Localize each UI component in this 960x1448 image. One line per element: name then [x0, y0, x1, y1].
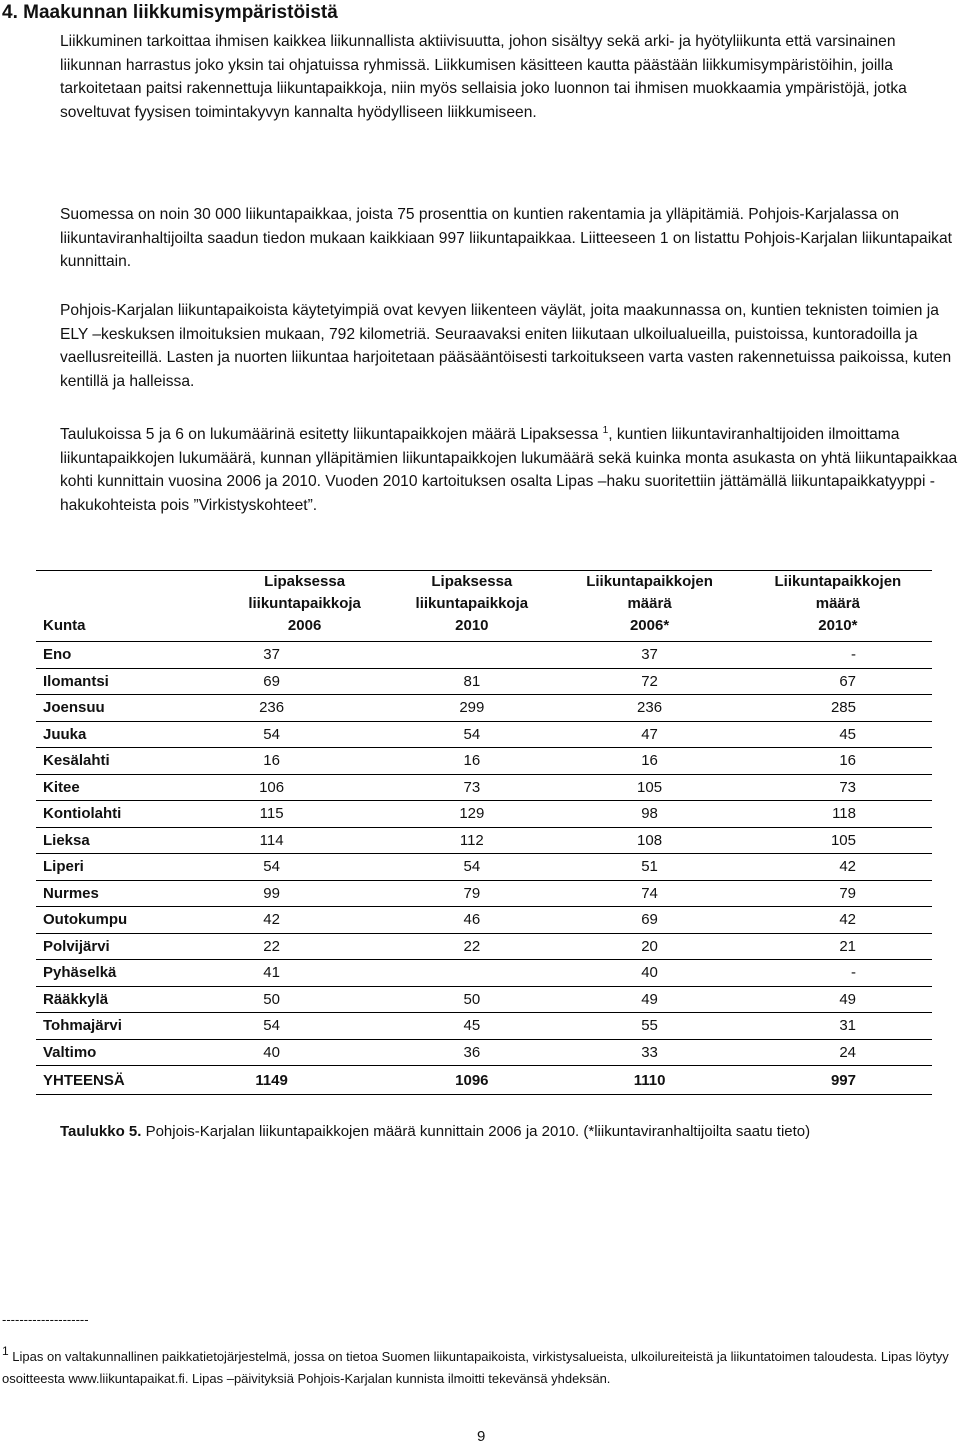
municipality-cell: Outokumpu: [36, 907, 221, 934]
municipality-cell: Nurmes: [36, 880, 221, 907]
paragraph-taulukot: [60, 419, 960, 517]
count-cell: 47: [555, 721, 743, 748]
count-cell: 54: [388, 721, 555, 748]
count-cell: 54: [388, 854, 555, 881]
count-cell: 1110: [555, 1066, 743, 1095]
count-cell: 106: [221, 774, 388, 801]
count-cell: 21: [744, 933, 932, 960]
header-lipas-2010: [388, 571, 555, 642]
count-cell: 46: [388, 907, 555, 934]
header-line: liikuntapaikkoja: [415, 595, 529, 612]
liikuntapaikat-table: [36, 570, 932, 1095]
count-cell: 40: [221, 1039, 388, 1066]
table-row: [36, 695, 932, 722]
header-kunta: [36, 571, 221, 642]
count-cell: 236: [221, 695, 388, 722]
header-lipas-2006: [221, 571, 388, 642]
count-cell: -: [744, 642, 932, 669]
count-cell: 50: [221, 986, 388, 1013]
count-cell: 99: [221, 880, 388, 907]
count-cell: 16: [744, 748, 932, 775]
count-cell: 73: [744, 774, 932, 801]
count-cell: 37: [221, 642, 388, 669]
count-cell: 40: [555, 960, 743, 987]
municipality-cell: Kesälahti: [36, 748, 221, 775]
caption-label: Taulukko 5.: [60, 1123, 142, 1140]
count-cell: 118: [744, 801, 932, 828]
count-cell: 50: [388, 986, 555, 1013]
count-cell: 115: [221, 801, 388, 828]
header-line: Kunta: [43, 617, 86, 634]
municipality-cell: Lieksa: [36, 827, 221, 854]
count-cell: 45: [388, 1013, 555, 1040]
footnote-marker: 1: [2, 1344, 9, 1358]
footnote-ref[interactable]: 1: [602, 425, 609, 436]
count-cell: 81: [388, 668, 555, 695]
paragraph-liikuntapaikat-count: Suomessa on noin 30 000 liikuntapaikkaa, joista 75 prosenttia on kuntien rakentamia ja ylläpitämiä. Pohjois-Karjalassa on liikuntaviranhaltijoilta saadun tiedon mukaan kaikkiaan 997 liikuntapaikkaa. Liitteeseen 1 on listattu Pohjois-Karjalan liikuntapaikat kunnittain.: [60, 206, 952, 270]
count-cell: -: [744, 960, 932, 987]
count-cell: 54: [221, 854, 388, 881]
table-total-row: [36, 1066, 932, 1095]
count-cell: 33: [555, 1039, 743, 1066]
footnote-text: Lipas on valtakunnallinen paikkatietojärjestelmä, jossa on tietoa Suomen liikuntapaikoista, virkistysalueista, ulkoilureiteistä ja liikuntatoimen taloudesta. Lipas löytyy osoitteesta www.liikuntapaikat.fi. Lipas –päivityksiä Pohjois-Karjalan kunnista ilmoitti tekevänsä yhdeksän.: [2, 1349, 949, 1386]
count-cell: 98: [555, 801, 743, 828]
header-line: määrä: [627, 595, 672, 612]
table-row: [36, 668, 932, 695]
count-cell: 16: [388, 748, 555, 775]
table-row: [36, 1013, 932, 1040]
count-cell: 997: [744, 1066, 932, 1095]
header-line: Liikuntapaikkojen: [586, 573, 713, 590]
header-line: Liikuntapaikkojen: [774, 573, 902, 590]
table-header-row: [36, 571, 932, 642]
paragraph-most-used: Pohjois-Karjalan liikuntapaikoista käytetyimpiä ovat kevyen liikenteen väylät, joita maakunnassa on, kuntien teknisten toimien ja ELY –keskuksen ilmoituksien mukaan, 792 kilometriä. Seuraavaksi eniten liikutaan ulkoilualueilla, puistoissa, kuntoradoilla ja vaellusreiteillä. Lasten ja nuorten liikuntaa harjoitetaan pääsääntöisesti tarkoitukseen varta vasten rakennetuissa paikoissa, kuten kentillä ja halleissa.: [60, 302, 952, 390]
count-cell: 79: [388, 880, 555, 907]
count-cell: 1149: [221, 1066, 388, 1095]
count-cell: 49: [744, 986, 932, 1013]
table-row: [36, 748, 932, 775]
count-cell: 24: [744, 1039, 932, 1066]
count-cell: 69: [555, 907, 743, 934]
count-cell: 31: [744, 1013, 932, 1040]
count-cell: 51: [555, 854, 743, 881]
count-cell: 41: [221, 960, 388, 987]
table-row: [36, 907, 932, 934]
municipality-cell: Pyhäselkä: [36, 960, 221, 987]
paragraph-liikkuminen: Liikkuminen tarkoittaa ihmisen kaikkea liikunnallista aktiivisuutta, johon sisältyy sekä arki- ja hyötyliikunta että varsinainen liikunnan harrastus joko yksin tai ohjatuissa ryhmissä. Liikkumisen käsitteen kautta päästään liikkumisympäristöihin, joilla tarkoitetaan paitsi rakennettuja liikuntapaikkoja, niin myös sellaisia joko luonnon tai ihmisen muokkaamia ympäristöjä, jotka soveltuvat fyysisen toimintakyvyn kannalta hyödylliseen liikkumiseen.: [60, 33, 907, 121]
table-row: [36, 1039, 932, 1066]
municipality-cell: YHTEENSÄ: [36, 1066, 221, 1095]
municipality-cell: Valtimo: [36, 1039, 221, 1066]
municipality-cell: Ilomantsi: [36, 668, 221, 695]
municipality-cell: Kitee: [36, 774, 221, 801]
header-line: Lipaksessa: [431, 573, 513, 590]
count-cell: 54: [221, 1013, 388, 1040]
municipality-cell: Liperi: [36, 854, 221, 881]
count-cell: 285: [744, 695, 932, 722]
header-line: 2010: [455, 617, 489, 634]
table-row: [36, 854, 932, 881]
count-cell: 16: [221, 748, 388, 775]
count-cell: 114: [221, 827, 388, 854]
count-cell: 105: [744, 827, 932, 854]
header-line: 2006: [287, 617, 322, 634]
count-cell: 54: [221, 721, 388, 748]
caption-text: Pohjois-Karjalan liikuntapaikkojen määrä kunnittain 2006 ja 2010. (*liikuntaviranhaltijoilta saatu tieto): [141, 1123, 811, 1140]
count-cell: 55: [555, 1013, 743, 1040]
count-cell: 42: [221, 907, 388, 934]
municipality-cell: Kontiolahti: [36, 801, 221, 828]
count-cell: [388, 960, 555, 987]
table-row: [36, 642, 932, 669]
count-cell: 236: [555, 695, 743, 722]
footnote-separator: --------------------: [2, 1312, 89, 1327]
table-row: [36, 960, 932, 987]
municipality-cell: Joensuu: [36, 695, 221, 722]
table-row: [36, 801, 932, 828]
table-row: [36, 721, 932, 748]
municipality-cell: Juuka: [36, 721, 221, 748]
header-maara-2010: [744, 571, 932, 642]
header-line: liikuntapaikkoja: [248, 595, 361, 612]
count-cell: 22: [221, 933, 388, 960]
municipality-cell: Eno: [36, 642, 221, 669]
table-row: [36, 827, 932, 854]
count-cell: 69: [221, 668, 388, 695]
count-cell: [388, 642, 555, 669]
table-row: [36, 880, 932, 907]
count-cell: 73: [388, 774, 555, 801]
count-cell: 16: [555, 748, 743, 775]
count-cell: 36: [388, 1039, 555, 1066]
count-cell: 72: [555, 668, 743, 695]
count-cell: 42: [744, 854, 932, 881]
count-cell: 79: [744, 880, 932, 907]
page-number: 9: [477, 1428, 486, 1445]
municipality-cell: Tohmajärvi: [36, 1013, 221, 1040]
header-line: määrä: [815, 595, 860, 612]
table-row: [36, 933, 932, 960]
section-heading: 4. Maakunnan liikkumisympäristöistä: [2, 2, 338, 23]
count-cell: 45: [744, 721, 932, 748]
paragraph-taulukot-start: Taulukoissa 5 ja 6 on lukumäärinä esitetty liikuntapaikkojen määrä Lipaksessa: [60, 426, 603, 444]
count-cell: 74: [555, 880, 743, 907]
table-row: [36, 986, 932, 1013]
header-line: 2010*: [818, 617, 858, 634]
paragraph-taulukot-rest: , kuntien liikuntaviranhaltijoiden ilmoittama liikuntapaikkojen lukumäärä, kunnan ylläpitämien liikuntapaikkojen lukumäärä sekä kuinka monta asukasta on yhtä liikuntapaikkaa kohti kunnittain vuosina 2006 ja 2010. Vuoden 2010 kartoituksen osalta Lipas –haku suoritettiin jättämällä liikuntapaikkatyyppi -hakukohteista pois ”Virkistyskohteet”.: [60, 426, 958, 514]
count-cell: 42: [744, 907, 932, 934]
count-cell: 67: [744, 668, 932, 695]
table-body: [36, 642, 932, 1095]
count-cell: 299: [388, 695, 555, 722]
count-cell: 112: [388, 827, 555, 854]
header-line: Lipaksessa: [264, 573, 346, 590]
header-line: 2006*: [629, 617, 670, 634]
count-cell: 37: [555, 642, 743, 669]
count-cell: 1096: [388, 1066, 555, 1095]
municipality-cell: Polvijärvi: [36, 933, 221, 960]
count-cell: 108: [555, 827, 743, 854]
table-row: [36, 774, 932, 801]
count-cell: 49: [555, 986, 743, 1013]
count-cell: 22: [388, 933, 555, 960]
table-caption: [60, 1123, 810, 1140]
footnote: [2, 1340, 952, 1390]
count-cell: 105: [555, 774, 743, 801]
header-maara-2006: [555, 571, 743, 642]
count-cell: 129: [388, 801, 555, 828]
municipality-cell: Rääkkylä: [36, 986, 221, 1013]
count-cell: 20: [555, 933, 743, 960]
